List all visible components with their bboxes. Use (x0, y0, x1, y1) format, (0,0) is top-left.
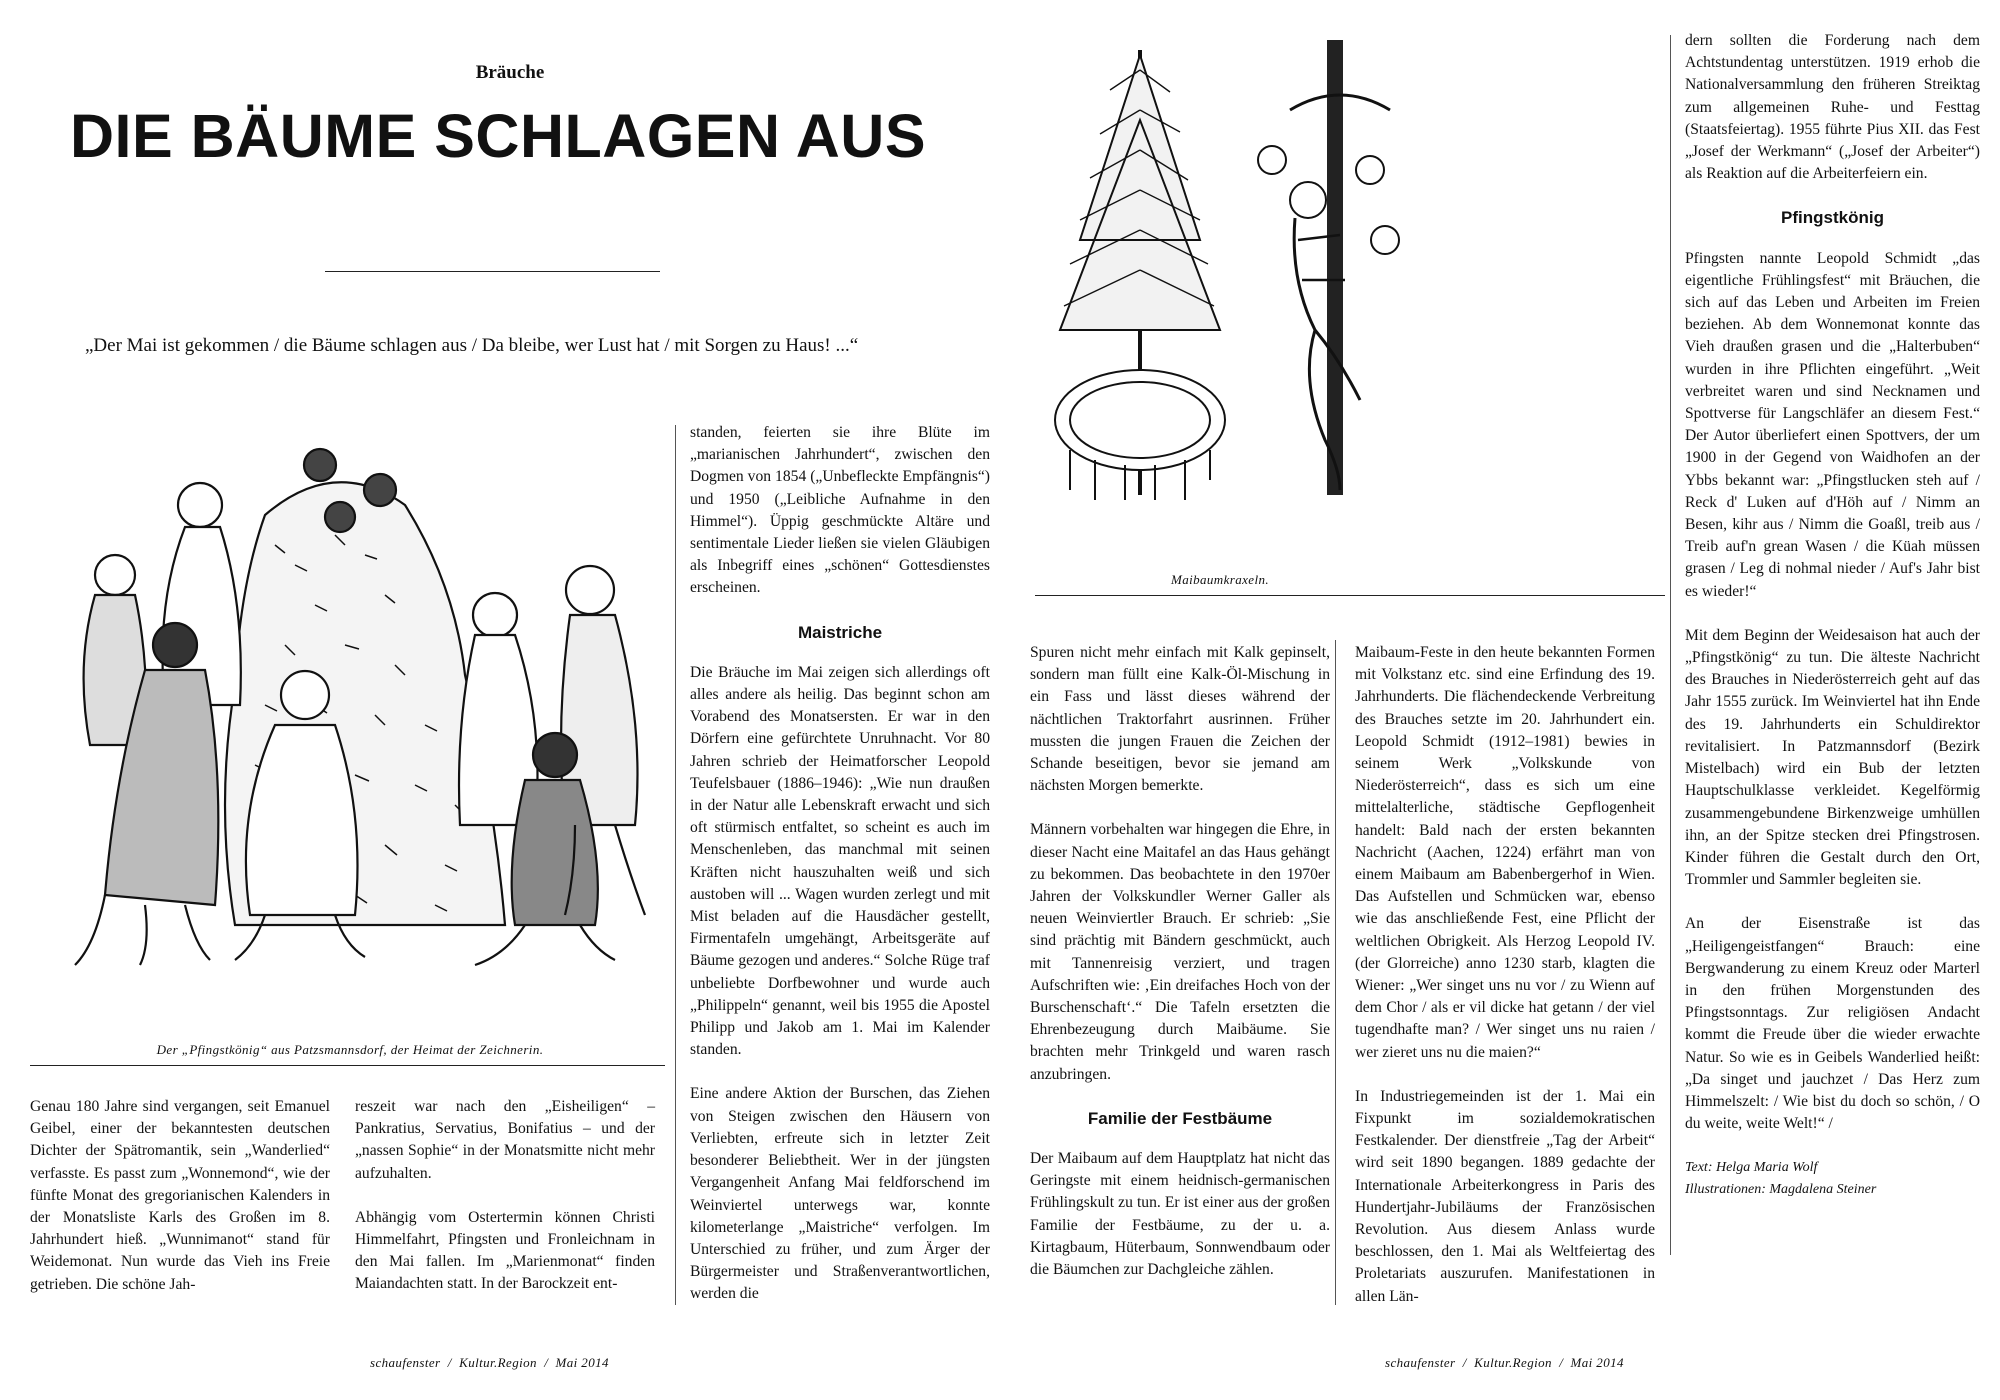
paragraph: reszeit war nach den „Eisheiligen“ – Pankratius, Servatius, Bonifatius – und der „nassen Sophie“ in der Monatsmitte nicht mehr aufzuhalten. (355, 1098, 655, 1182)
paragraph: Männern vorbehalten war hingegen die Ehre, in dieser Nacht eine Maitafel an das Haus gehängt zu bekommen. Das beobachtete in den 1970er Jahren der Volkskundler Werner Galler als neuen Weinviertler Brauch. Er schrieb: „Sie sind prächtig mit Bändern geschmückt, auch mit Tannenreisig verziert, und tragen Aufschriften wie: ‚Ein dreifaches Hoch von der Burschenschaft‘.“ Die Tafeln ersetzten die Ehrenbezeugung durch Maibäume. Sie brachten mehr Trinkgeld und waren rasch anzubringen. (1030, 821, 1330, 1083)
pfingstkoenig-illustration (35, 445, 665, 975)
paragraph: Die Bräuche im Mai zeigen sich allerdings oft alles andere als heilig. Das beginnt schon am Vorabend des Monatsersten. Er war in den Dörfern eine gefürchtete Unruhnacht. Vor 80 Jahren schrieb der Heimatforscher Leopold Teufelsbauer (1886–1946): „Wie nun draußen in der Natur alle Lebenskraft erwacht und sich oft stürmisch entfaltet, so scheint es auch im Menschenleben, das manchmal mit seinen Kräften nicht hauszuhalten weiß und sich austoben will ... Wagen wurden zerlegt und mit Mist beladen auf die Hausdächer gestellt, Firmentafeln umgehängt, Arbeitsgeräte auf Bäume gezogen und anderes.“ Solche Rüge traf unbeliebte Dorfbewohner und wurde auch „Philippeln“ genannt, weil bis 1955 die Apostel Philipp und Jakob am 1. Mai im Kalender standen. (690, 663, 990, 1059)
column-rule-3 (1670, 35, 1671, 1255)
intro-quote: „Der Mai ist gekommen / die Bäume schlagen aus / Da bleibe, wer Lust hat / mit Sorgen zu Haus! ...“ (85, 335, 859, 356)
paragraph: Abhängig vom Ostertermin können Christi Himmelfahrt, Pfingsten und Fronleichnam in den Mai fallen. Im „Marienmonat“ finden Maiandachten statt. In der Barockzeit ent- (355, 1208, 655, 1293)
paragraph: Genau 180 Jahre sind vergangen, seit Emanuel Geibel, einer der bekanntesten deutschen Dichter der Spätromantik, sein „Wanderlied“ verfasste. Es passt zum „Wonnemond“, wie der fünfte Monat des gregorianischen Kalenders in der Monatsliste Karls des Großen im 8. Jahrhundert hieß. „Wunnimanot“ stand für Weidemonat. Nun wurde das Vieh ins Freie getrieben. Die schöne Jah- (30, 1098, 330, 1293)
paragraph: dern sollten die Forderung nach dem Achtstundentag unterstützen. 1919 erhob die Nationalversammlung den früheren Streiktag zum allgemeinen Ruhe- und Festtag (Staatsfeiertag). 1955 führte Pius XII. das Fest „Josef der Werkmann“ („Josef der Arbeiter“) als Reaktion auf die Arbeiterfeiern ein. (1685, 32, 1980, 183)
column-2 (355, 1096, 655, 1296)
paragraph: Maibaum-Feste in den heute bekannten Formen mit Volkstanz etc. sind eine Erfindung des 19. Jahrhunderts. Die flächendeckende Verbreitung des Brauches setzte im 20. Jahrhundert ein. Leopold Schmidt (1912–1981) bewies in seinem Werk „Volkskunde von Niederösterreich“, dass es sich um eine mittelalterliche, städtische Gepflogenheit handelt: Bald nach der ersten bekannten Nachricht (Aachen, 1224) erfährt man von einem Maibaum am Babenbergerhof in Wien. Das Aufstellen und Schmücken war, ebenso wie das anschließende Fest, eine Pflicht der weltlichen Obrigkeit. Als Herzog Leopold IV. (der Glorreiche) anno 1230 starb, klagten die Wiener: „Wer singet uns nu vor / zu Wienn auf dem Chor / als er vil dicke hat getann / der viel tugendhafte man? / Wer singet uns nu raien / wer zieret uns nu die maien?“ (1355, 644, 1655, 1061)
subhead-pfingstkoenig: Pfingstkönig (1781, 208, 1884, 228)
paragraph: Spuren nicht mehr einfach mit Kalk gepinselt, sondern man füllt eine Kalk-Öl-Mischung in ein Fass und lässt dieses während der nächtlichen Traktorfahrt ausrinnen. Früher mussten die jungen Frauen die Zeichen der Schande beseitigen, bevor sie jemand am nächsten Morgen bemerkte. (1030, 644, 1330, 795)
headline-divider (325, 271, 660, 272)
credit-text: Text: Helga Maria Wolf (1685, 1160, 1818, 1176)
maibaum-illustration (1040, 40, 1400, 500)
paragraph: An der Eisenstraße ist das „Heiligengeistfangen“ Brauch: eine Bergwanderung zu einem Kreuz oder Marterl in den frühen Morgenstunden des Pfingstsonntags. Zur religiösen Andacht kommt die Freude über die wieder erwachte Natur. So wie es in Geibels Wanderlied heißt: „Da singet und jauchzet / Das Herz zum Himmelszelt: / Wie bist du doch so schön, / O du weite, weite Welt!“ / (1685, 915, 1980, 1133)
credit-illustrations: Illustrationen: Magdalena Steiner (1685, 1182, 1877, 1198)
caption-right: Maibaumkraxeln. (1170, 572, 1270, 587)
paragraph: standen, feierten sie ihre Blüte im „marianischen Jahrhundert“, zwischen den Dogmen von 1854 („Unbefleckte Empfängnis“) und 1950 („Leibliche Aufnahme in den Himmel“). Üppig geschmückte Altäre und sentimentale Lieder ließen sie vielen Gläubigen als Inbegriff eines „schönen“ Gottesdienstes erscheinen. (690, 424, 990, 597)
subhead-familie: Familie der Festbäume (1087, 1108, 1273, 1128)
footer-right: schaufenster / Kultur.Region / Mai 2014 (1385, 1355, 1624, 1370)
footer-left: schaufenster / Kultur.Region / Mai 2014 (370, 1355, 609, 1370)
column-rule-1 (675, 425, 676, 1305)
paragraph: Pfingsten nannte Leopold Schmidt „das eigentliche Frühlingsfest“ mit Bräuchen, die sich auf das Leben und Arbeiten im Freien beziehen. Ab dem Wonnemonat konnte das Vieh draußen grasen und die „Halterbuben“ wurden in ihre Pflichten eingeführt. „Weit verbreitet waren und sind Necknamen und Spottverse für Langschläfer an diesem Fest.“ Der Autor überliefert einen Spottvers, der um 1900 in der Gegend von Waidhofen an der Ybbs bekannt war: „Pfingstlucken steh auf / Reck d' Luken auf d'Höh auf / Nimm an Besen, kihr aus / Nimm die Goaßl, treib aus / Treib auf'n grean Wasen / die Küah müssen grasen / Leg di nohmal nieder / Auf's Jahr bist es wieder!“ (1685, 249, 1980, 600)
column-rule-2 (1335, 640, 1336, 1305)
column-3 (690, 422, 990, 1306)
subhead-maistriche: Maistriche (797, 622, 883, 642)
kicker: Bräuche (475, 62, 545, 83)
paragraph: In Industriegemeinden ist der 1. Mai ein Fixpunkt im sozialdemokratischen Festkalender. Der dienstfreie „Tag der Arbeit“ wird seit 1890 begangen. 1889 gedachte der Internationale Arbeiterkongress in Paris des Hundertjahr-Jubiläums der Französischen Revolution. Aus diesem Anlass wurde beschlossen, den 1. Mai als Weltfeiertag des Proletariats auszurufen. Manifestationen in allen Län- (1355, 1087, 1655, 1305)
paragraph: Der Maibaum auf dem Hauptplatz hat nicht das Geringste mit einem heidnisch-germanischen Frühlingskult zu tun. Er ist einer aus der großen Familie der Festbäume, zu der u. a. Kirtagbaum, Hüterbaum, Sonnwendbaum oder die Bäumchen zur Dachgleiche zählen. (1030, 1150, 1330, 1279)
paragraph: Eine andere Aktion der Burschen, das Ziehen von Steigen zwischen den Häusern von Verliebten, erfreute sich in letzter Zeit besonderer Beliebtheit. Wer in der jüngsten Vergangenheit Anfang Mai feldforschend im Weinviertel unterwegs war, konnte kilometerlange „Maistriche“ verfolgen. Im Unterschied zu früher, und zum Ärger der Bürgermeister und Straßenverantwortlichen, werden die (690, 1085, 990, 1303)
headline: DIE BÄUME SCHLAGEN AUS (70, 102, 927, 170)
column-4 (1030, 642, 1330, 1281)
column-5 (1355, 642, 1655, 1308)
caption-left: Der „Pfingstkönig“ aus Patzsmannsdorf, der Heimat der Zeichnerin. (156, 1042, 544, 1057)
column-6 (1685, 30, 1980, 1201)
caption-right-rule (1035, 595, 1665, 596)
caption-left-rule (30, 1065, 665, 1066)
paragraph: Mit dem Beginn der Weidesaison hat auch der „Pfingstkönig“ zu tun. Die älteste Nachricht des Brauches in Niederösterreich geht auf das Jahr 1555 zurück. Im Weinviertel hat ihn Ende des 19. Jahrhunderts ein Schuldirektor revitalisiert. In Patzmannsdorf (Bezirk Mistelbach) wird ein Bub der letzten Hauptschulklasse verkleidet. Kegelförmig zusammengebundene Birkenzweige umhüllen ihn, an der Spitze stecken drei Pfingstrosen. Kinder führen die Gestalt durch den Ort, Trommler und Sammler begleiten sie. (1685, 626, 1980, 889)
column-1 (30, 1096, 330, 1296)
